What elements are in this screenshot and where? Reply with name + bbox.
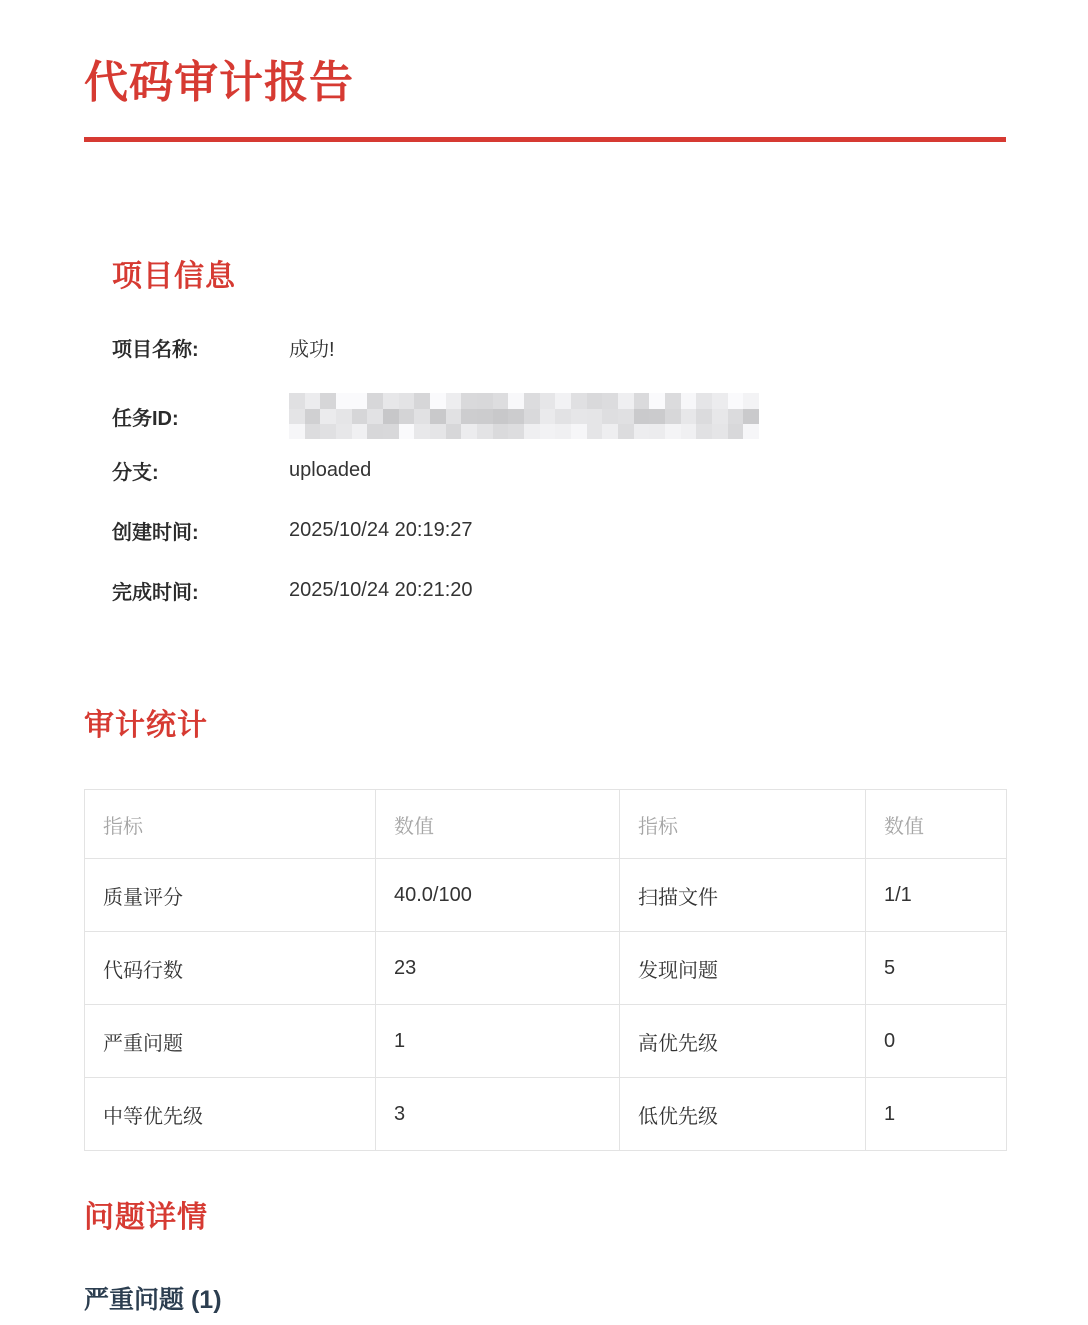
info-row-task-id: [112, 393, 1006, 439]
stats-cell: 23: [376, 932, 620, 1005]
info-row-branch: [112, 456, 1006, 485]
stats-cell: 1: [376, 1005, 620, 1078]
stats-header-row: [85, 790, 1007, 859]
info-row-project-name: [112, 333, 1006, 362]
stats-cell: 1: [866, 1078, 1007, 1151]
stats-cell: 质量评分: [85, 859, 376, 932]
branch-value: uploaded: [289, 459, 372, 482]
stats-cell: 5: [866, 932, 1007, 1005]
stats-cell: 中等优先级: [85, 1078, 376, 1151]
stats-cell: 高优先级: [620, 1005, 866, 1078]
stats-table: [84, 789, 1007, 1151]
stats-cell: 代码行数: [85, 932, 376, 1005]
task-id-redacted: [289, 393, 759, 439]
stats-header-value-2: 数值: [866, 790, 1007, 859]
project-info-rows: [112, 333, 1006, 605]
info-row-finished-time: [112, 576, 1006, 605]
critical-issues-label: 严重问题: [84, 1286, 185, 1315]
stats-cell: 扫描文件: [620, 859, 866, 932]
stats-row-medium: [85, 1078, 1007, 1151]
stats-row-lines: [85, 932, 1007, 1005]
issue-details-heading: 问题详情: [84, 1201, 208, 1235]
project-info-heading: 项目信息: [112, 260, 236, 294]
created-time-label: 创建时间:: [112, 522, 199, 545]
stats-cell: 低优先级: [620, 1078, 866, 1151]
created-time-value: 2025/10/24 20:19:27: [289, 519, 473, 542]
report-title: 代码审计报告: [84, 58, 1006, 142]
info-row-created-time: [112, 516, 1006, 545]
stats-row-critical: [85, 1005, 1007, 1078]
stats-cell: 3: [376, 1078, 620, 1151]
stats-header-metric-1: 指标: [85, 790, 376, 859]
project-name-value: 成功!: [289, 339, 335, 362]
stats-header-value-1: 数值: [376, 790, 620, 859]
stats-cell: 40.0/100: [376, 859, 620, 932]
critical-issues-count: (1): [190, 1286, 222, 1315]
stats-cell: 0: [866, 1005, 1007, 1078]
section-issue-details: [84, 1201, 1006, 1315]
finished-time-value: 2025/10/24 20:21:20: [289, 579, 473, 602]
project-name-label: 项目名称:: [112, 339, 199, 362]
stats-row-quality: [85, 859, 1007, 932]
task-id-label: 任务ID:: [112, 407, 179, 430]
finished-time-label: 完成时间:: [112, 582, 199, 605]
stats-cell: 严重问题: [85, 1005, 376, 1078]
critical-issues-subheading: [84, 1286, 1006, 1315]
stats-header-metric-2: 指标: [620, 790, 866, 859]
section-audit-stats: [84, 709, 1006, 1151]
branch-label: 分支:: [112, 462, 159, 485]
audit-stats-heading: 审计统计: [84, 709, 208, 743]
stats-cell: 1/1: [866, 859, 1007, 932]
stats-cell: 发现问题: [620, 932, 866, 1005]
section-project-info: [112, 260, 1006, 605]
